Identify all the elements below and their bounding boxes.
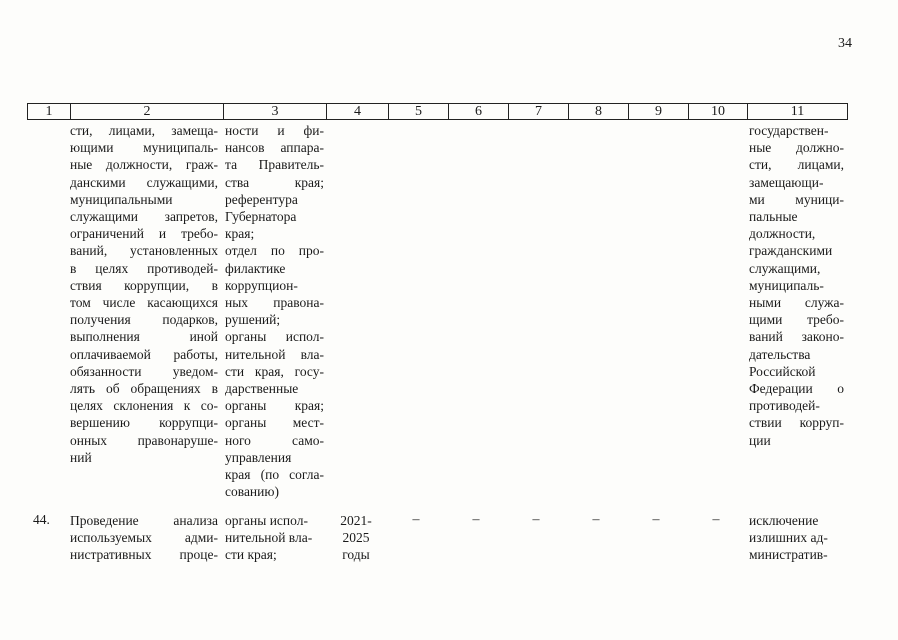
- cell-text-line: органы мест-: [225, 415, 324, 431]
- row44-col11-text: [749, 512, 844, 564]
- cell-text-line: получения подарков,: [70, 312, 218, 328]
- cell-text-line: государствен-: [749, 123, 829, 138]
- header-col-4: 4: [326, 104, 388, 119]
- cont-col2-text: [70, 122, 218, 466]
- cell-text-line: гражданскими: [749, 243, 833, 259]
- cell-text-line: 2021-: [340, 513, 372, 528]
- cell-text-line: та Правитель-: [225, 157, 324, 173]
- cell-text-line: сованию): [225, 484, 279, 500]
- cell-text-line: сти края;: [225, 547, 277, 563]
- header-col-5: 5: [388, 104, 448, 119]
- cell-text-line: ности и фи-: [225, 123, 324, 138]
- cell-text-line: ного само-: [225, 432, 324, 448]
- cell-text-line: органы края;: [225, 398, 324, 414]
- cell-text-line: ные должно-: [749, 140, 844, 156]
- cell-text-line: щими требо-: [749, 312, 844, 328]
- cell-text-line: годы: [342, 547, 370, 563]
- header-col-3: 3: [223, 104, 326, 119]
- cell-text-line: 2025: [342, 530, 370, 546]
- cell-text-line: сти края, госу-: [225, 363, 324, 379]
- header-col-7: 7: [508, 104, 568, 119]
- cell-text-line: целях склонения к со-: [70, 398, 218, 414]
- cell-text-line: служащими,: [749, 260, 821, 276]
- cell-text-line: в целях противодей-: [70, 260, 218, 276]
- cell-text-line: ющими муниципаль-: [70, 140, 218, 156]
- cell-text-line: дательства: [749, 346, 811, 362]
- cell-text-line: нансов аппара-: [225, 140, 324, 156]
- cell-text-line: том числе касающихся: [70, 295, 218, 311]
- cell-text-line: министратив-: [749, 547, 828, 563]
- cell-text-line: оплачиваемой работы,: [70, 346, 218, 362]
- cell-text-line: используемых адми-: [70, 530, 218, 546]
- cont-col11-text: [749, 122, 844, 449]
- header-col-2: 2: [70, 104, 223, 119]
- cell-text-line: органы испол-: [225, 329, 324, 345]
- cell-text-line: коррупцион-: [225, 277, 298, 293]
- cell-text-line: Российской: [749, 363, 816, 379]
- cell-text-line: нистративных проце-: [70, 547, 218, 563]
- cell-text-line: данскими служащими,: [70, 174, 218, 190]
- cell-text-line: ограничений и требо-: [70, 226, 218, 242]
- cont-col3-text: [225, 122, 324, 500]
- table-header-row: [27, 103, 848, 120]
- page-number: 34: [838, 36, 852, 51]
- cell-text-line: рушений;: [225, 312, 281, 328]
- cell-text-line: ваний, установленных: [70, 243, 218, 259]
- cell-text-line: исключение: [749, 513, 819, 528]
- row44-col7-dash: –: [532, 512, 540, 527]
- row44-col5-dash: –: [412, 512, 420, 527]
- cell-text-line: сти, лицами, замеща-: [70, 123, 218, 138]
- cell-text-line: муниципальными: [70, 191, 173, 207]
- header-col-6: 6: [448, 104, 508, 119]
- header-col-9: 9: [628, 104, 688, 119]
- cell-text-line: Проведение анализа: [70, 513, 218, 528]
- cell-text-line: должности,: [749, 226, 816, 242]
- cell-text-line: ний: [70, 449, 92, 465]
- cell-text-line: отдел по про-: [225, 243, 324, 259]
- cell-text-line: ствии корруп-: [749, 415, 844, 431]
- cell-text-line: ции: [749, 432, 771, 448]
- cell-text-line: края (по согла-: [225, 467, 324, 483]
- cell-text-line: Федерации о: [749, 381, 844, 397]
- cell-text-line: ми муници-: [749, 191, 844, 207]
- cell-text-line: ными служа-: [749, 295, 844, 311]
- cell-text-line: нительной вла-: [225, 346, 324, 362]
- cell-text-line: ства края;: [225, 174, 324, 190]
- cell-text-line: филактике: [225, 260, 286, 276]
- cell-text-line: противодей-: [749, 398, 820, 414]
- cell-text-line: муниципаль-: [749, 277, 824, 293]
- cell-text-line: сти, лицами,: [749, 157, 844, 173]
- row-44-number: 44.: [33, 512, 50, 527]
- header-col-10: 10: [688, 104, 747, 119]
- cell-text-line: управления: [225, 449, 292, 465]
- cell-text-line: замещающи-: [749, 174, 824, 190]
- cell-text-line: пальные: [749, 209, 798, 225]
- cell-text-line: служащими запретов,: [70, 209, 218, 225]
- cell-text-line: нительной вла-: [225, 530, 313, 546]
- cell-text-line: ных правона-: [225, 295, 324, 311]
- row44-col10-dash: –: [712, 512, 720, 527]
- cell-text-line: дарственные: [225, 381, 299, 397]
- cell-text-line: излишних ад-: [749, 530, 828, 546]
- header-col-11: 11: [747, 104, 847, 119]
- header-col-8: 8: [568, 104, 628, 119]
- cell-text-line: вершению коррупци-: [70, 415, 218, 431]
- cell-text-line: лять об обращениях в: [70, 381, 218, 397]
- cell-text-line: Губернатора: [225, 209, 297, 225]
- cell-text-line: ные должности, граж-: [70, 157, 218, 173]
- cell-text-line: выполнения иной: [70, 329, 218, 345]
- row44-col2-text: [70, 512, 218, 564]
- cell-text-line: органы испол-: [225, 513, 308, 528]
- cell-text-line: обязанности уведом-: [70, 363, 218, 379]
- cell-text-line: онных правонаруше-: [70, 432, 218, 448]
- cell-text-line: ствия коррупции, в: [70, 277, 218, 293]
- row44-col8-dash: –: [592, 512, 600, 527]
- row44-col4-text: [336, 512, 376, 564]
- row44-col3-text: [225, 512, 324, 564]
- header-col-1: 1: [45, 104, 53, 119]
- cell-text-line: референтура: [225, 191, 298, 207]
- row44-col9-dash: –: [652, 512, 660, 527]
- cell-text-line: ваний законо-: [749, 329, 844, 345]
- cell-text-line: края;: [225, 226, 255, 242]
- row44-col6-dash: –: [472, 512, 480, 527]
